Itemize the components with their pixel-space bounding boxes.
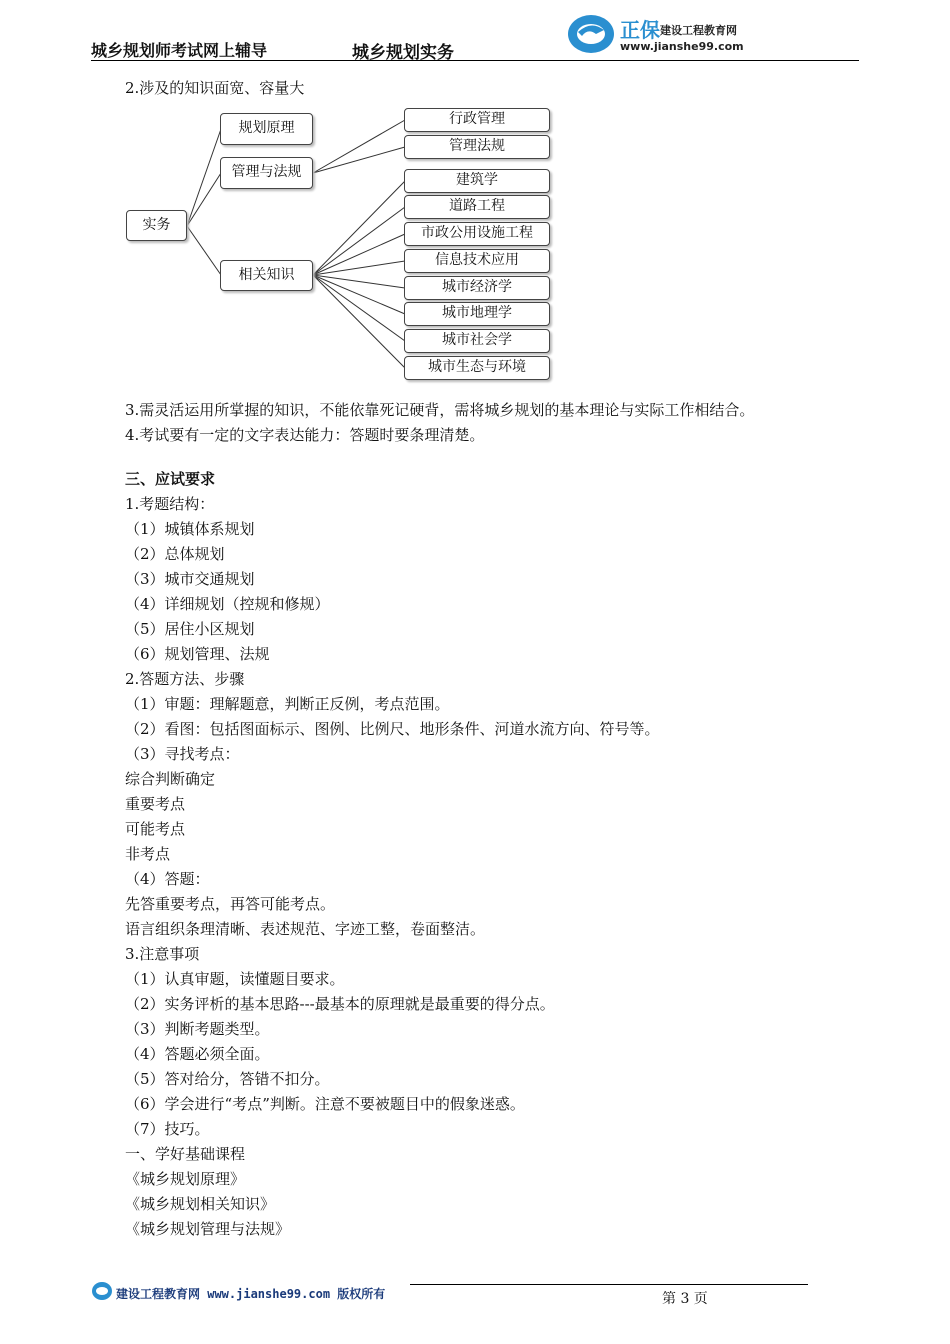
text-line: （4）答题必须全面。 [125, 1045, 270, 1063]
diagram-node-planning-principles: 规划原理 [220, 113, 313, 145]
footer-logo-icon [91, 1281, 113, 1301]
diagram-leaf: 城市生态与环境 [404, 356, 550, 380]
diagram-leaf: 市政公用设施工程 [404, 222, 550, 246]
footer-divider [410, 1284, 808, 1285]
text-line: （5）答对给分，答错不扣分。 [125, 1070, 330, 1088]
text-line: 3.注意事项 [125, 945, 200, 963]
text-line: （6）规划管理、法规 [125, 645, 270, 663]
diagram-leaf: 道路工程 [404, 195, 550, 219]
text-line: （4）答题： [125, 870, 210, 888]
logo-subtitle: 建设工程教育网 [660, 24, 737, 37]
text-line: 先答重要考点，再答可能考点。 [125, 895, 336, 913]
footer-site: 建设工程教育网 www.jianshe99.com 版权所有 [116, 1287, 386, 1301]
text-line: （2）总体规划 [125, 545, 225, 563]
header-center-title: 城乡规划实务 [352, 43, 454, 63]
intro-line: 2.涉及的知识面宽、容量大 [125, 79, 305, 97]
text-line: 可能考点 [125, 820, 186, 838]
diagram-leaf: 城市经济学 [404, 276, 550, 300]
text-line: （3）寻找考点： [125, 745, 240, 763]
text-line: 非考点 [125, 845, 171, 863]
diagram-node-related-knowledge: 相关知识 [220, 260, 313, 291]
text-line: （4）详细规划（控规和修规） [125, 595, 330, 613]
text-line: （1）城镇体系规划 [125, 520, 255, 538]
diagram-leaf: 信息技术应用 [404, 249, 550, 273]
footer-page-number: 第 3 页 [662, 1291, 708, 1307]
section-heading: 三、应试要求 [125, 470, 216, 488]
text-line: 综合判断确定 [125, 770, 216, 788]
header-left-title: 城乡规划师考试网上辅导 [91, 41, 268, 60]
text-line: 2.答题方法、步骤 [125, 670, 245, 688]
diagram-root-node: 实务 [126, 210, 187, 241]
text-line: 1.考题结构： [125, 495, 215, 513]
diagram-leaf: 建筑学 [404, 169, 550, 193]
text-line: 《城乡规划相关知识》 [125, 1195, 276, 1213]
text-line: （3）判断考题类型。 [125, 1020, 270, 1038]
text-line: （3）城市交通规划 [125, 570, 255, 588]
text-line: （2）看图：包括图面标示、图例、比例尺、地形条件、河道水流方向、符号等。 [125, 720, 660, 738]
diagram-node-management-law: 管理与法规 [220, 157, 313, 189]
text-line: 《城乡规划原理》 [125, 1170, 246, 1188]
text-line: （1）认真审题，读懂题目要求。 [125, 970, 345, 988]
text-line: 一、学好基础课程 [125, 1145, 246, 1163]
logo-brand: 正保 [620, 18, 660, 42]
text-line: （2）实务评析的基本思路---最基本的原理就是最重要的得分点。 [125, 995, 555, 1013]
diagram-leaf: 城市社会学 [404, 329, 550, 353]
text-line: （1）审题：理解题意，判断正反例，考点范围。 [125, 695, 450, 713]
diagram-leaf: 城市地理学 [404, 302, 550, 326]
text-line: 语言组织条理清晰、表述规范、字迹工整，卷面整洁。 [125, 920, 486, 938]
logo-url: www.jianshe99.com [620, 40, 744, 53]
text-line: （6）学会进行“考点”判断。注意不要被题目中的假象迷惑。 [125, 1095, 525, 1113]
text-line: 4.考试要有一定的文字表达能力：答题时要条理清楚。 [125, 426, 485, 444]
diagram-leaf: 管理法规 [404, 135, 550, 159]
text-line: （5）居住小区规划 [125, 620, 255, 638]
diagram-leaf: 行政管理 [404, 108, 550, 132]
text-line: 重要考点 [125, 795, 186, 813]
text-line: 3.需灵活运用所掌握的知识，不能依靠死记硬背，需将城乡规划的基本理论与实际工作相结合。 [125, 401, 755, 419]
text-line: 《城乡规划管理与法规》 [125, 1220, 291, 1238]
text-line: （7）技巧。 [125, 1120, 210, 1138]
